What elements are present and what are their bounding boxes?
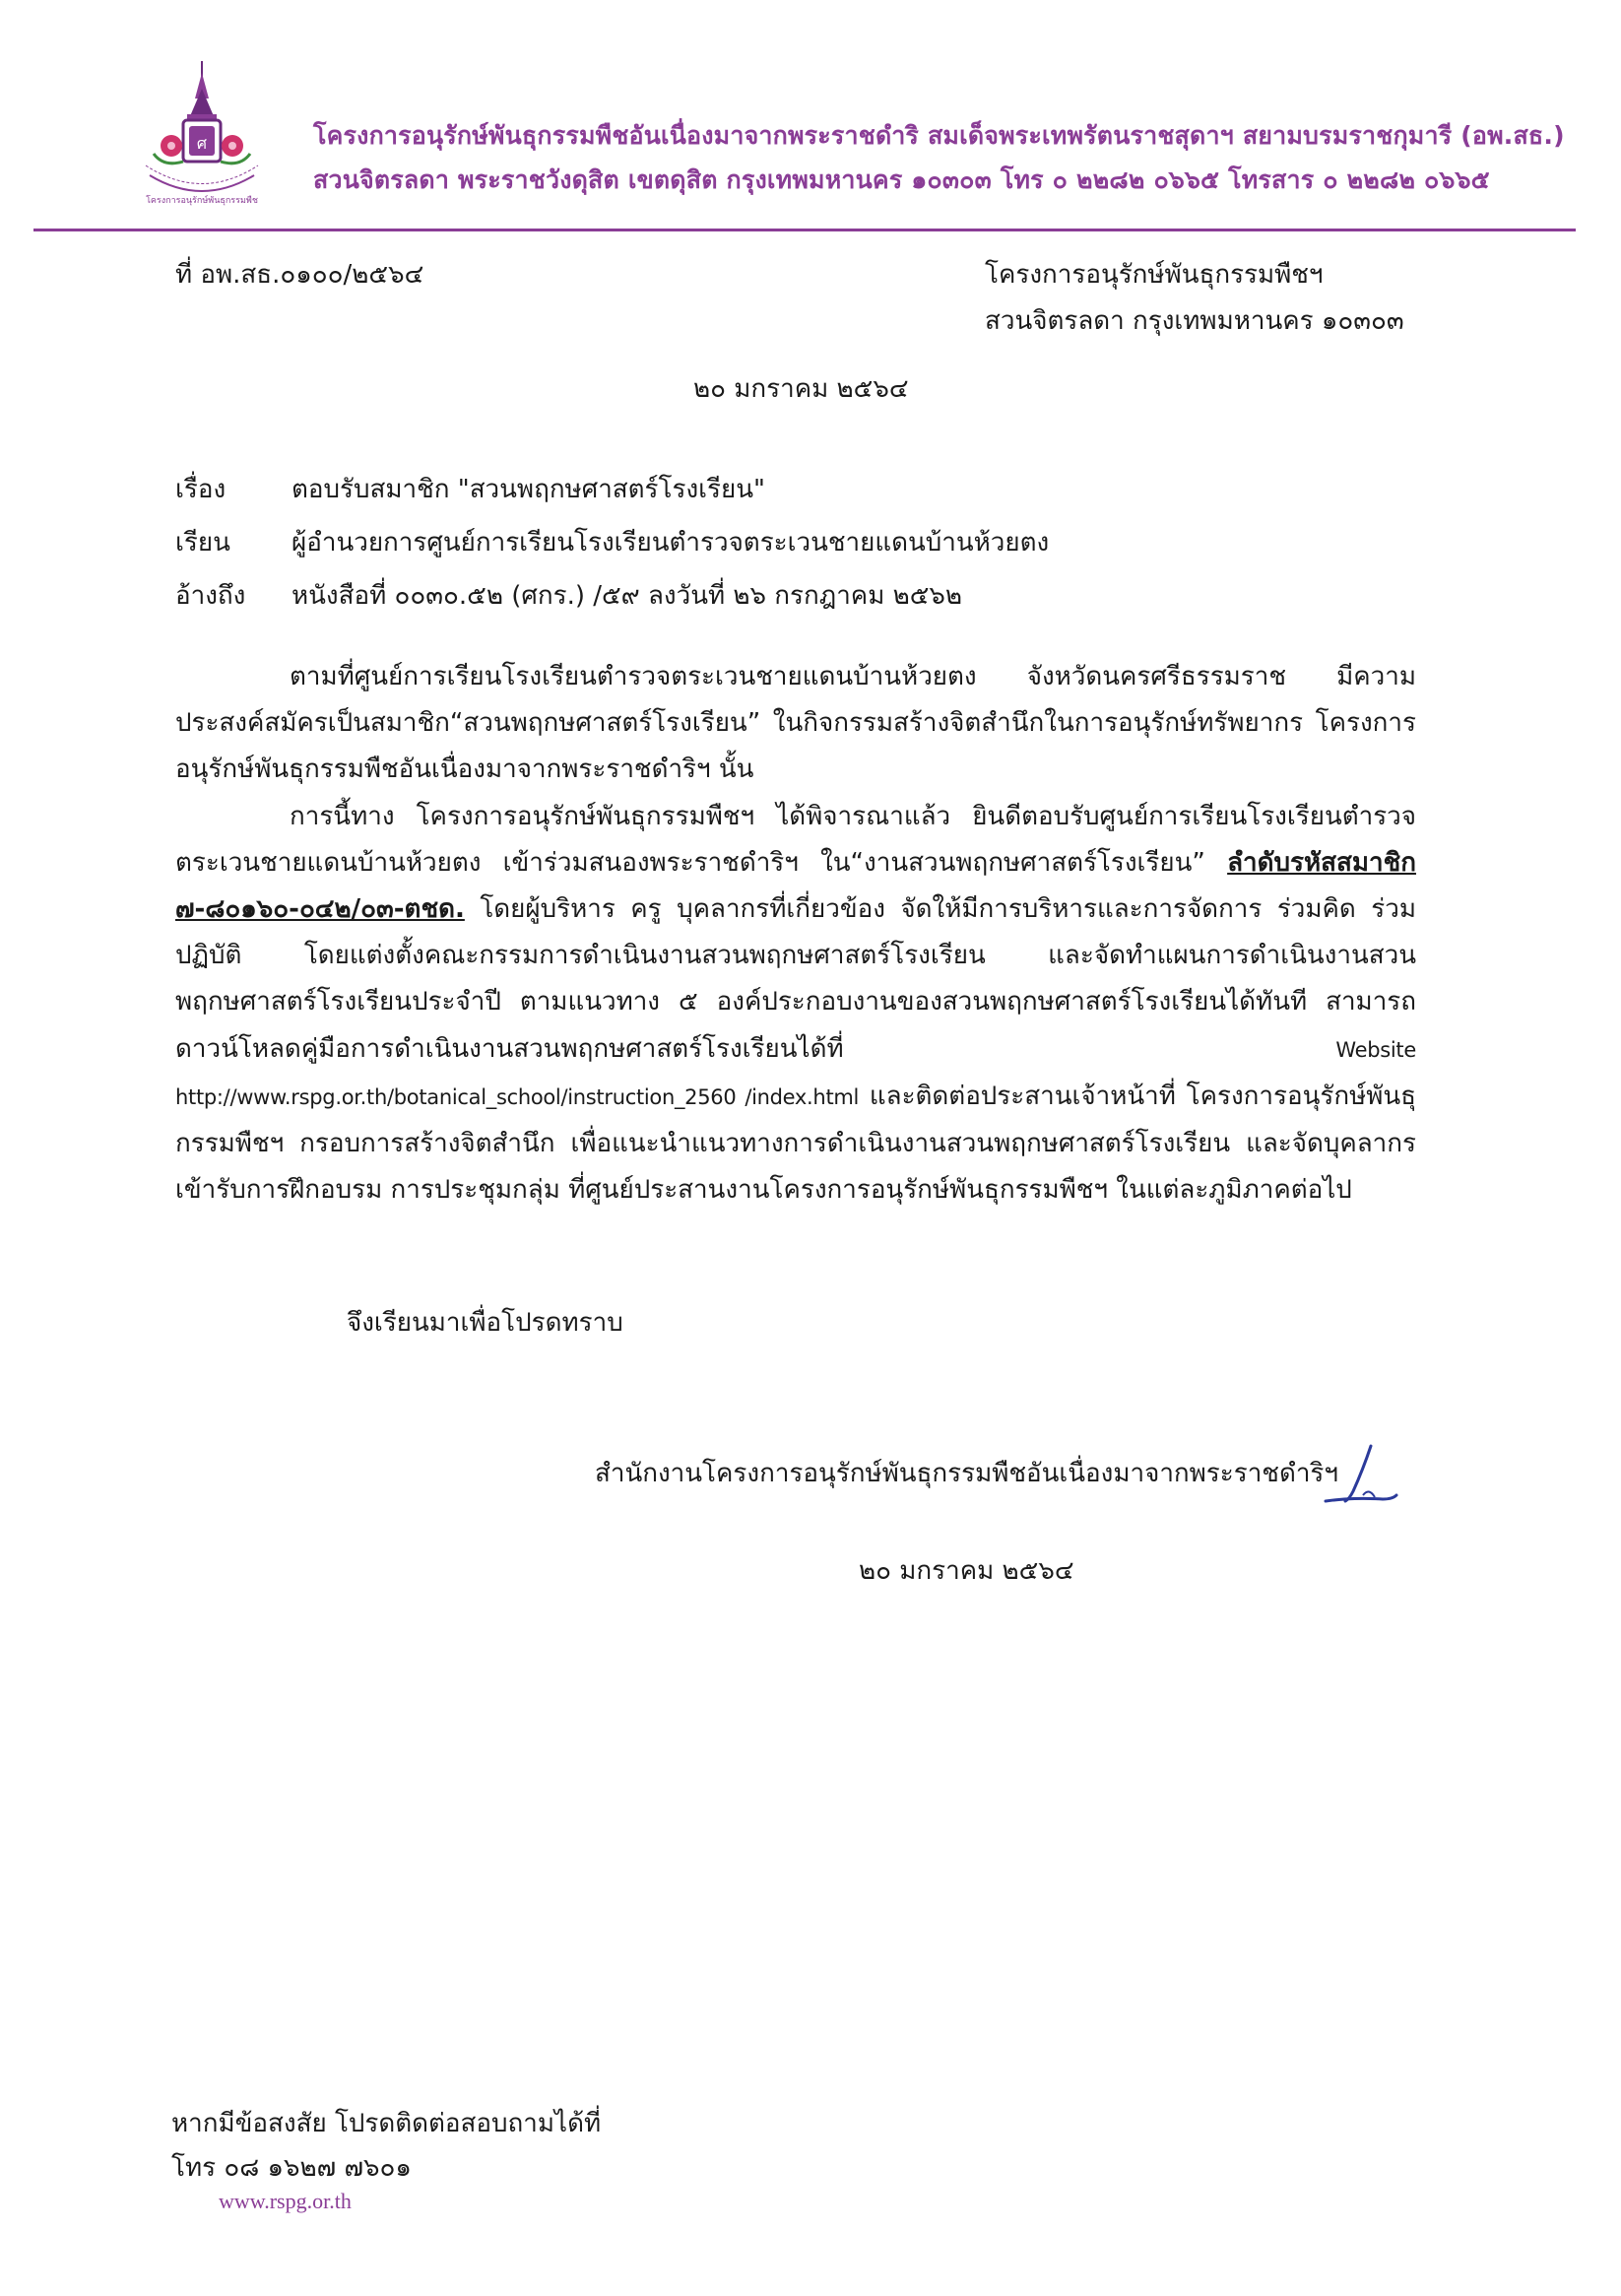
instruction-website-link[interactable]: Website http://www.rspg.or.th/botanical_school/instruction_2560 /index.html <box>175 1037 1416 1109</box>
body-paragraph-1: ตามที่ศูนย์การเรียนโรงเรียนตำรวจตระเวนชายแดนบ้านห้วยตง จังหวัดนครศรีธรรมราช มีความประสงค์สมัครเป็นสมาชิก“สวนพฤกษศาสตร์โรงเรียน” ในกิจกรรมสร้างจิตสำนึกในการอนุรักษ์ทรัพยากร โครงการอนุรักษ์พันธุกรรมพืชอันเนื่องมาจากพระราชดำริฯ นั้น <box>175 662 1416 785</box>
letterhead-line-2: สวนจิตรลดา พระราชวังดุสิต เขตดุสิต กรุงเทพมหานคร ๑๐๓๐๓ โทร ๐ ๒๒๘๒ ๐๖๖๕ โทรสาร ๐ ๒๒๘๒ ๐๖๖๕ <box>313 165 1490 194</box>
body-paragraph-2-text-a: การนี้ทาง โครงการอนุรักษ์พันธุกรรมพืชฯ ได้พิจารณาแล้ว ยินดีตอบรับศูนย์การเรียนโรงเรียนตำรวจตระเวนชายแดนบ้านห้วยตง เข้าร่วมสนองพระราชดำริฯ ใน“งานสวนพฤกษศาสตร์โรงเรียน” <box>175 801 1416 878</box>
reference-label: อ้างถึง <box>175 581 246 611</box>
signature-office: สำนักงานโครงการอนุรักษ์พันธุกรรมพืชอันเนื่องมาจากพระราชดำริฯ <box>595 1459 1338 1488</box>
letterhead-line-1: โครงการอนุรักษ์พันธุกรรมพืชอันเนื่องมาจากพระราชดำริ สมเด็จพระเทพรัตนราชสุดาฯ สยามบรมราชกุมารี (อพ.สธ.) <box>313 121 1565 150</box>
subject-row <box>175 469 765 509</box>
subject-label: เรื่อง <box>175 475 227 504</box>
body-paragraph-2-text-c: และติดต่อประสานเจ้าหน้าที่ โครงการอนุรักษ์พันธุกรรมพืชฯ กรอบการสร้างจิตสำนึก เพื่อแนะนำแนวทางการดำเนินงานสวนพฤกษศาสตร์โรงเรียน และจัดบุคลากรเข้ารับการฝึกอบรม การประชุมกลุ่ม ที่ศูนย์ประสานงานโครงการอนุรักษ์พันธุกรรมพืชฯ ในแต่ละภูมิภาคต่อไป <box>175 1081 1416 1206</box>
rspg-emblem-logo <box>144 59 260 209</box>
royal-crest-icon <box>144 59 260 209</box>
reference-row <box>175 575 962 616</box>
letter-date: ๒๐ มกราคม ๒๕๖๔ <box>693 374 909 404</box>
closing-phrase: จึงเรียนมาเพื่อโปรดทราบ <box>347 1308 623 1338</box>
footer-phone: โทร ๐๘ ๑๖๒๗ ๗๖๐๑ <box>171 2153 412 2183</box>
subject-value: ตอบรับสมาชิก "สวนพฤกษศาสตร์โรงเรียน" <box>292 475 765 504</box>
sender-address-line-1: โครงการอนุรักษ์พันธุกรรมพืชฯ <box>985 260 1324 290</box>
letterhead-divider <box>33 229 1576 231</box>
footer-website-link[interactable]: www.rspg.or.th <box>219 2189 352 2213</box>
recipient-row <box>175 522 1049 562</box>
sender-address-line-2: สวนจิตรลดา กรุงเทพมหานคร ๑๐๓๐๓ <box>985 306 1404 336</box>
svg-text:ศ: ศ <box>196 134 208 153</box>
body-paragraph-2 <box>175 794 1416 1214</box>
letter-body <box>175 654 1416 1214</box>
reference-value: หนังสือที่ ๐๐๓๐.๕๒ (ศกร.) /๕๙ ลงวันที่ ๒๖ กรกฎาคม ๒๕๖๒ <box>292 581 963 611</box>
emblem-caption: โครงการอนุรักษ์พันธุกรรมพืช <box>146 196 258 206</box>
member-code: ลำดับรหัสสมาชิก ๗-๘๐๑๖๐-๐๔๒/๐๓-ตชด. <box>175 847 1416 925</box>
recipient-label: เรียน <box>175 528 230 558</box>
footer-contact: หากมีข้อสงสัย โปรดติดต่อสอบถามได้ที่ <box>171 2109 602 2138</box>
handwritten-signature <box>1324 1440 1402 1509</box>
body-paragraph-2-text-b: โดยผู้บริหาร ครู บุคลากรที่เกี่ยวข้อง จัดให้มีการบริหารและการจัดการ ร่วมคิด ร่วมปฏิบัติ โดยแต่งตั้งคณะกรรมการดำเนินงานสวนพฤกษศาสตร์โรงเรียน และจัดทำแผนการดำเนินงานสวนพฤกษศาสตร์โรงเรียนประจำปี ตามแนวทาง ๕ องค์ประกอบงานของสวนพฤกษศาสตร์โรงเรียนได้ทันที สามารถดาวน์โหลดคู่มือการดำเนินงานสวนพฤกษศาสตร์โรงเรียนได้ที่ <box>175 894 1416 1064</box>
reference-number: ที่ อพ.สธ.๐๑๐๐/๒๕๖๔ <box>175 260 424 290</box>
recipient-value: ผู้อำนวยการศูนย์การเรียนโรงเรียนตำรวจตระเวนชายแดนบ้านห้วยตง <box>292 528 1050 558</box>
signature-date: ๒๐ มกราคม ๒๕๖๔ <box>859 1556 1074 1586</box>
